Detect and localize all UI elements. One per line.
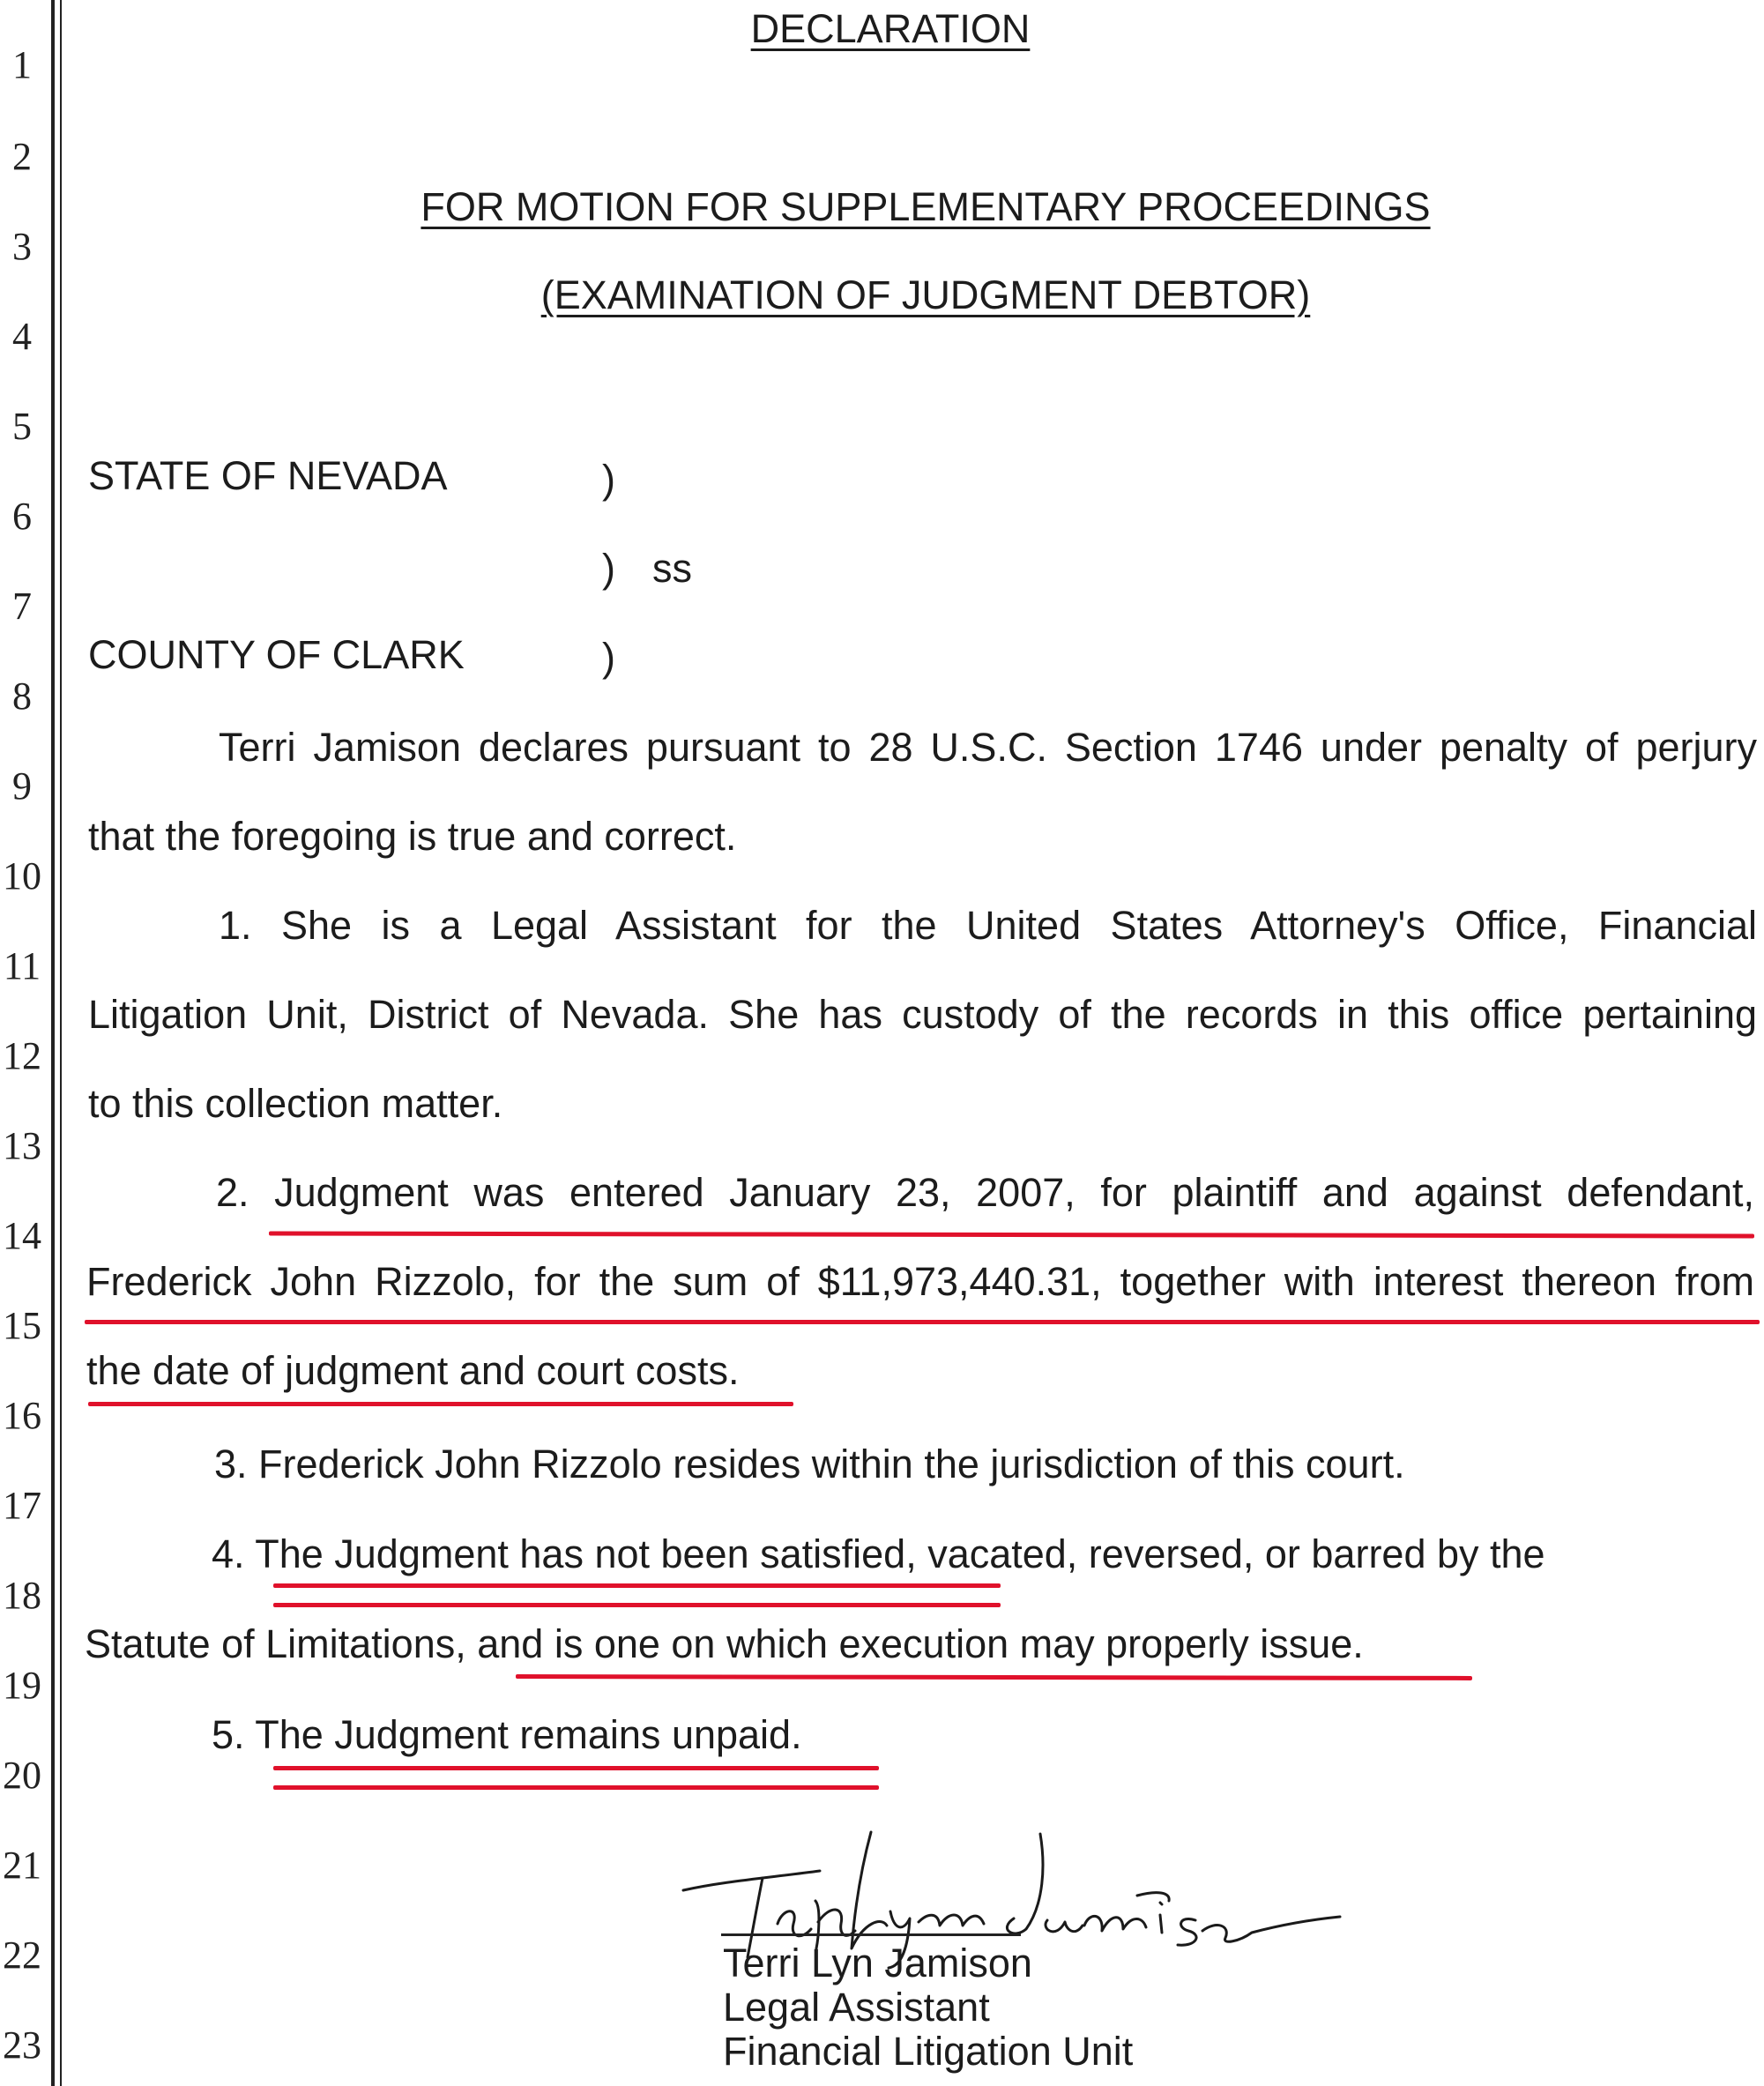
line-number: 18 [3,1574,41,1617]
highlight-underline [85,1320,1760,1324]
paragraph-1-line-2: Litigation Unit, District of Nevada. She has custody of the records in this office pertaining [88,992,1757,1037]
paragraph-2-line-3: the date of judgment and court costs. [86,1348,740,1393]
highlight-underline [516,1674,1472,1680]
paragraph-3-line-1: 3. Frederick John Rizzolo resides within the jurisdiction of this court. [214,1442,1405,1486]
paragraph-4-line-2: Statute of Limitations, and is one on which execution may properly issue. [85,1621,1364,1666]
line-number: 2 [12,135,32,178]
paragraph-1-line-1: 1. She is a Legal Assistant for the United States Attorney's Office, Financial [219,903,1757,948]
line-number: 16 [3,1394,41,1437]
line-number: 15 [3,1304,41,1347]
venue-ss: ss [652,546,692,591]
signer-title: Legal Assistant [723,1985,990,2030]
line-number: 8 [12,674,32,718]
line-number: 7 [12,585,32,628]
margin-rule-inner [60,0,62,2086]
signature-line [721,1933,1021,1936]
venue-state: STATE OF NEVADA [88,453,448,498]
highlight-underline [273,1583,1001,1588]
line-number: 21 [3,1844,41,1887]
highlight-underline [273,1603,1001,1607]
line-number: 6 [12,495,32,538]
document-title: DECLARATION [750,6,1031,51]
venue-paren: ) [602,546,615,591]
document-subtitle-2: (EXAMINATION OF JUDGMENT DEBTOR) [540,272,1311,317]
signer-name: Terri Lyn Jamison [723,1941,1032,1985]
venue-paren: ) [602,457,615,502]
signer-unit: Financial Litigation Unit [723,2029,1134,2074]
paragraph-5-line-1: 5. The Judgment remains unpaid. [212,1712,802,1757]
intro-line-2: that the foregoing is true and correct. [88,814,737,859]
line-number: 14 [3,1214,41,1257]
line-number: 1 [12,43,32,86]
line-number: 9 [12,764,32,808]
line-number: 5 [12,405,32,448]
line-number: 11 [3,944,41,987]
line-number: 22 [3,1933,41,1977]
highlight-underline [273,1766,879,1770]
paragraph-4-line-1: 4. The Judgment has not been satisfied, vacated, reversed, or barred by the [212,1531,1545,1576]
line-number: 20 [3,1754,41,1797]
line-number: 13 [3,1124,41,1167]
margin-rule-outer [51,0,55,2086]
line-number: 12 [3,1034,41,1077]
venue-county: COUNTY OF CLARK [88,632,465,677]
paragraph-2-line-1: 2. Judgment was entered January 23, 2007, for plaintiff and against defendant, [216,1170,1754,1215]
line-number: 23 [3,2023,41,2067]
document-subtitle: FOR MOTION FOR SUPPLEMENTARY PROCEEDINGS [421,184,1431,229]
venue-paren: ) [602,635,615,680]
line-number: 10 [3,854,41,898]
line-number: 3 [12,225,32,268]
paragraph-2-line-2: Frederick John Rizzolo, for the sum of $11,973,440.31, together with interest thereon from [86,1259,1754,1304]
line-number: 17 [3,1484,41,1527]
highlight-underline [269,1232,1754,1239]
line-number: 19 [3,1664,41,1707]
line-number: 4 [12,315,32,358]
highlight-underline [273,1785,879,1790]
intro-line-1: Terri Jamison declares pursuant to 28 U.S.C. Section 1746 under penalty of perjury [219,725,1757,770]
highlight-underline [88,1402,793,1406]
paragraph-1-line-3: to this collection matter. [88,1081,503,1126]
